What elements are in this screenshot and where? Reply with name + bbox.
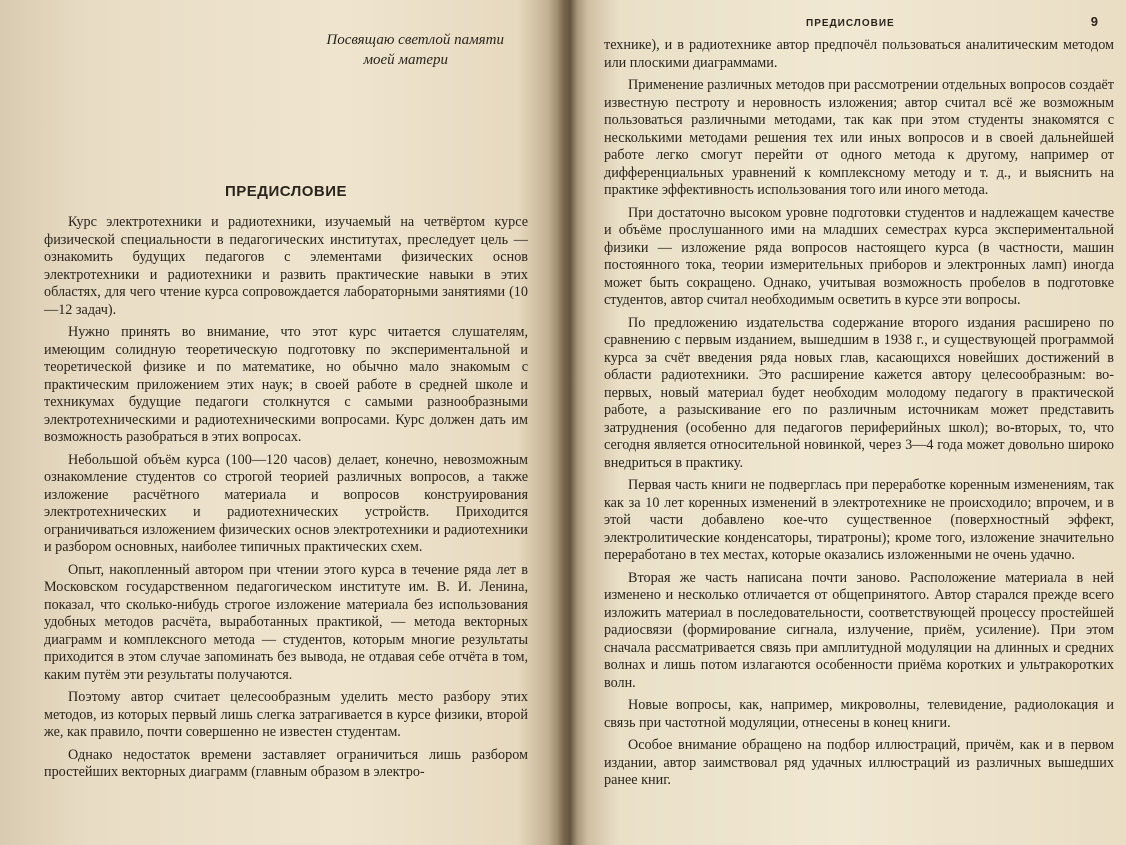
- paragraph: Особое внимание обращено на подбор иллюстраций, причём, как и в первом издании, автор заимствовал ряд удачных иллюстраций из различных вышедших ранее книг.: [604, 737, 1114, 788]
- running-head: [604, 14, 1114, 29]
- paragraph: По предложению издательства содержание второго издания расширено по сравнению с первым изданием, вышедшим в 1938 г., и существующей программой курса за счёт введения ряда новых глав, касающихся новейших достижений в области радиотехники. Это расширение кажется автору целесообразным: во-первых, новый материал будет необходим молодому педагогу в практической работе, а разыскивание его по различным источникам может представить затруднения (особенно для педагогов периферийных школ); во-вторых, то, что сегодня является относительной новинкой, через 3—4 года может довольно широко внедриться в практику.: [604, 314, 1114, 471]
- paragraph: Нужно принять во внимание, что этот курс читается слушателям, имеющим солидную теоретическую подготовку по экспериментальной и теоретической физике и по математике, но обычно мало знакомым с практическим приложением этих наук; в своей работе в средней школе и техникумах будущие педагоги столкнутся с самыми разнообразными электротехническими и радиотехническими вопросами. Курс должен дать им возможность разобраться в этих вопросах.: [44, 324, 528, 445]
- right-page-body: [604, 37, 1114, 790]
- paragraph: Поэтому автор считает целесообразным уделить место разбору этих методов, из которых первый лишь слегка затрагивается в курсе физики, второй же, как правило, почти совершенно не известен студентам.: [44, 689, 528, 740]
- paragraph: Небольшой объём курса (100—120 часов) делает, конечно, невозможным ознакомление студентов со строгой теорией различных вопросов, а также изложение расчётного материала и вопросов конструирования электротехнических и радиотехнических устройств. Приходится ограничиваться изложением физических основ электротехники и радиотехники и разбором основных, наиболее типичных практических схем.: [44, 451, 528, 555]
- dedication-line: моей матери: [363, 52, 448, 68]
- chapter-heading: ПРЕДИСЛОВИЕ: [224, 183, 348, 200]
- page-number: 9: [1090, 14, 1098, 29]
- paragraph: Применение различных методов при рассмотрении отдельных вопросов создаёт известную пестроту и неровность изложения; автор считал всё же возможным пользоваться различными методами, так как при этом студенты знакомятся с несколькими методами решения тех или иных вопросов и в своей дальнейшей работе легко смогут перейти от одного метода к другому, например от дифференциальных уравнений к комплексному методу и т. д., и выяснить на практике эффективность использования того или иного метода.: [604, 77, 1114, 198]
- left-page-body: [44, 214, 528, 782]
- paragraph: Новые вопросы, как, например, микроволны, телевидение, радиолокация и связь при частотной модуляции, отнесены в конец книги.: [604, 697, 1114, 731]
- paragraph: Первая часть книги не подверглась при переработке коренным изменениям, так как за 10 лет коренных изменений в электротехнике не происходило; впрочем, и в этой части добавлено кое-что существенное (поверхностный эффект, электролитические конденсаторы, тиратроны); кроме того, изложение значительно переработано в тех местах, которые оказались изложенными не очень удачно.: [604, 477, 1114, 563]
- dedication: [44, 30, 504, 70]
- dedication-line: Посвящаю светлой памяти: [326, 32, 504, 48]
- paragraph: При достаточно высоком уровне подготовки студентов и надлежащем качестве и объёме прослушанного ими на младших семестрах курса экспериментальной физики — изложение ряда вопросов настоящего курса (в частности, машин постоянного тока, теории измерительных приборов и электронных ламп) иногда может быть сокращено. Однако, учитывая возможность пробелов в подготовке студентов, автор считал необходимым осветить в курсе эти вопросы.: [604, 204, 1114, 308]
- paragraph: Опыт, накопленный автором при чтении этого курса в течение ряда лет в Московском государственном педагогическом институте им. В. И. Ленина, показал, что сколько-нибудь строгое изложение материала без использования удобных методов расчёта, выработанных практикой, — метода векторных диаграмм и комплексного метода — студентов, которым многие результаты приходится в этом случае запоминать без вывода, не отдавая себе отчёта в том, каким путём эти результаты получаются.: [44, 561, 528, 683]
- running-title: ПРЕДИСЛОВИЕ: [806, 18, 895, 29]
- left-page: [0, 0, 552, 845]
- paragraph: Однако недостаток времени заставляет ограничиться лишь разбором простейших векторных диаграмм (главным образом в электро-: [44, 746, 528, 780]
- paragraph: Вторая же часть написана почти заново. Расположение материала в ней изменено и несколько отличается от общепринятого. Автор старался прежде всего изложить материал в последовательности, соответствующей процессу простейшей радиосвязи (формирование сигнала, излучение, приём, усиление). При этом сначала рассматривается связь при амплитудной модуляции на длинных и средних волнах и лишь потом излагаются особенности приёма коротких и ультракоротких волн.: [604, 569, 1114, 691]
- paragraph: технике), и в радиотехнике автор предпочёл пользоваться аналитическим методом или плоскими диаграммами.: [604, 37, 1114, 71]
- paragraph: Курс электротехники и радиотехники, изучаемый на четвёртом курсе физической специальности в педагогических институтах, преследует цель — ознакомить будущих педагогов с элементами физических основ электротехники и радиотехники и развить практические навыки в этих областях, для чего чтение курса сопровождается лабораторными занятиями (10—12 задач).: [44, 214, 528, 318]
- right-page: [582, 0, 1126, 845]
